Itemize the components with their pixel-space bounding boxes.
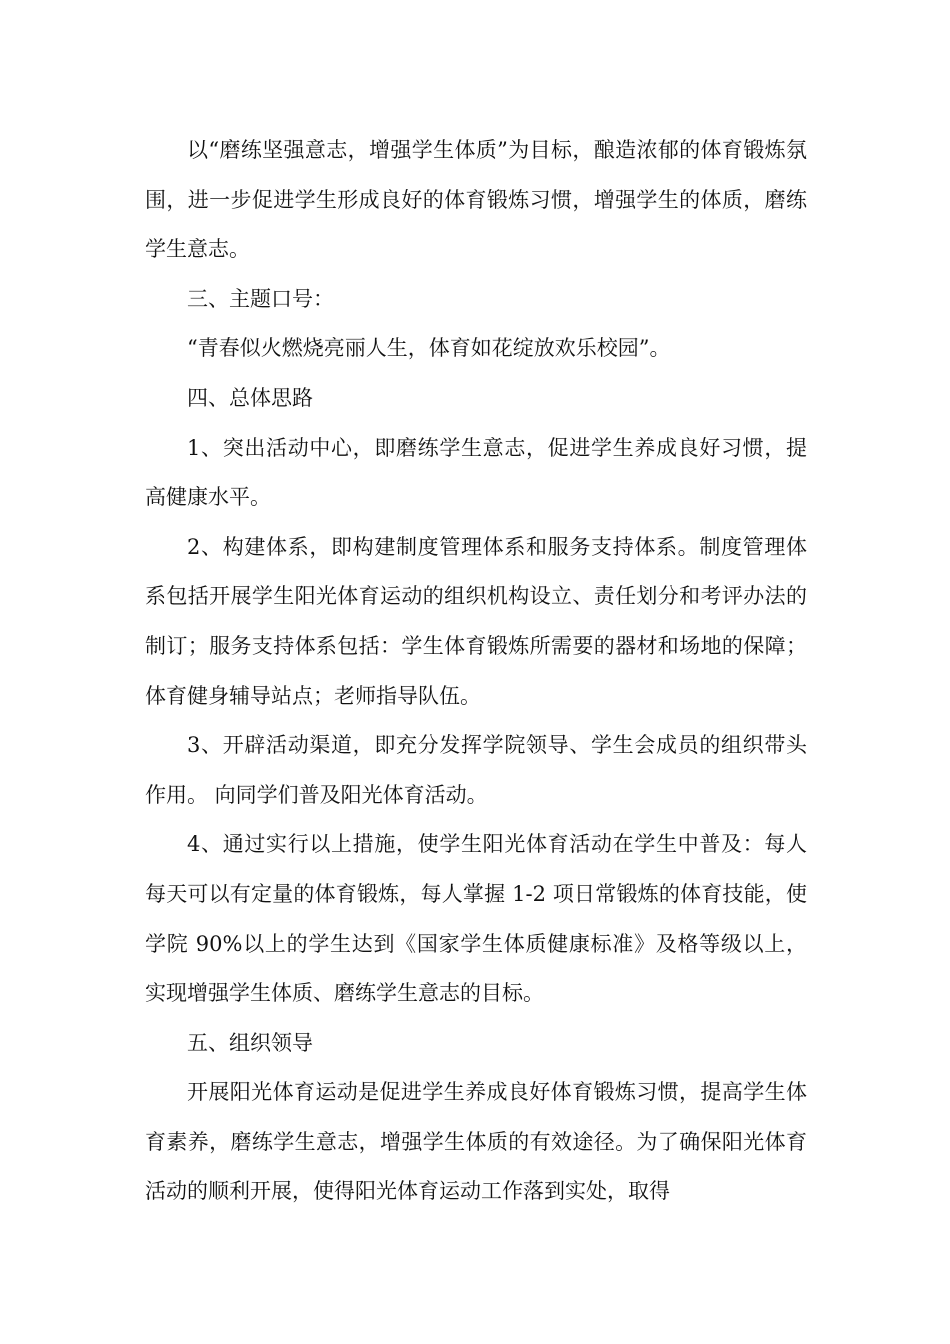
- goal-paragraph: 以“磨练坚强意志，增强学生体质”为目标，酿造浓郁的体育锻炼氛围，进一步促进学生形成良好的体育锻炼习惯，增强学生的体质，磨练学生意志。: [145, 138, 807, 262]
- section-heading-overall-approach: 四、总体思路: [187, 385, 313, 410]
- slogan-paragraph: “青春似火燃烧亮丽人生，体育如花绽放欢乐校园”。: [187, 336, 671, 361]
- approach-item-3: 3、开辟活动渠道，即充分发挥学院领导、学生会成员的组织带头作用。 向同学们普及阳光体育活动。: [145, 733, 807, 807]
- leadership-paragraph: 开展阳光体育运动是促进学生养成良好体育锻炼习惯，提高学生体育素养，磨练学生意志，增强学生体质的有效途径。为了确保阳光体育活动的顺利开展，使得阳光体育运动工作落到实处，取得: [145, 1080, 807, 1204]
- approach-item-1: 1、突出活动中心，即磨练学生意志，促进学生养成良好习惯，提高健康水平。: [145, 435, 807, 510]
- approach-item-2: 2、构建体系，即构建制度管理体系和服务支持体系。制度管理体系包括开展学生阳光体育运动的组织机构设立、责任划分和考评办法的制订；服务支持体系包括：学生体育锻炼所需要的器材和场地的保障；体育健身辅导站点；老师指导队伍。: [145, 534, 807, 708]
- approach-item-4: 4、通过实行以上措施，使学生阳光体育活动在学生中普及：每人每天可以有定量的体育锻炼，每人掌握 1-2 项日常锻炼的体育技能，使学院 90%以上的学生达到《国家学生体质健康标准》及格等级以上，实现增强学生体质、磨练学生意志的目标。: [145, 832, 807, 1006]
- section-heading-slogan: 三、主题口号：: [187, 286, 334, 311]
- section-heading-leadership: 五、组织领导: [187, 1030, 313, 1055]
- document-body: [145, 126, 807, 1217]
